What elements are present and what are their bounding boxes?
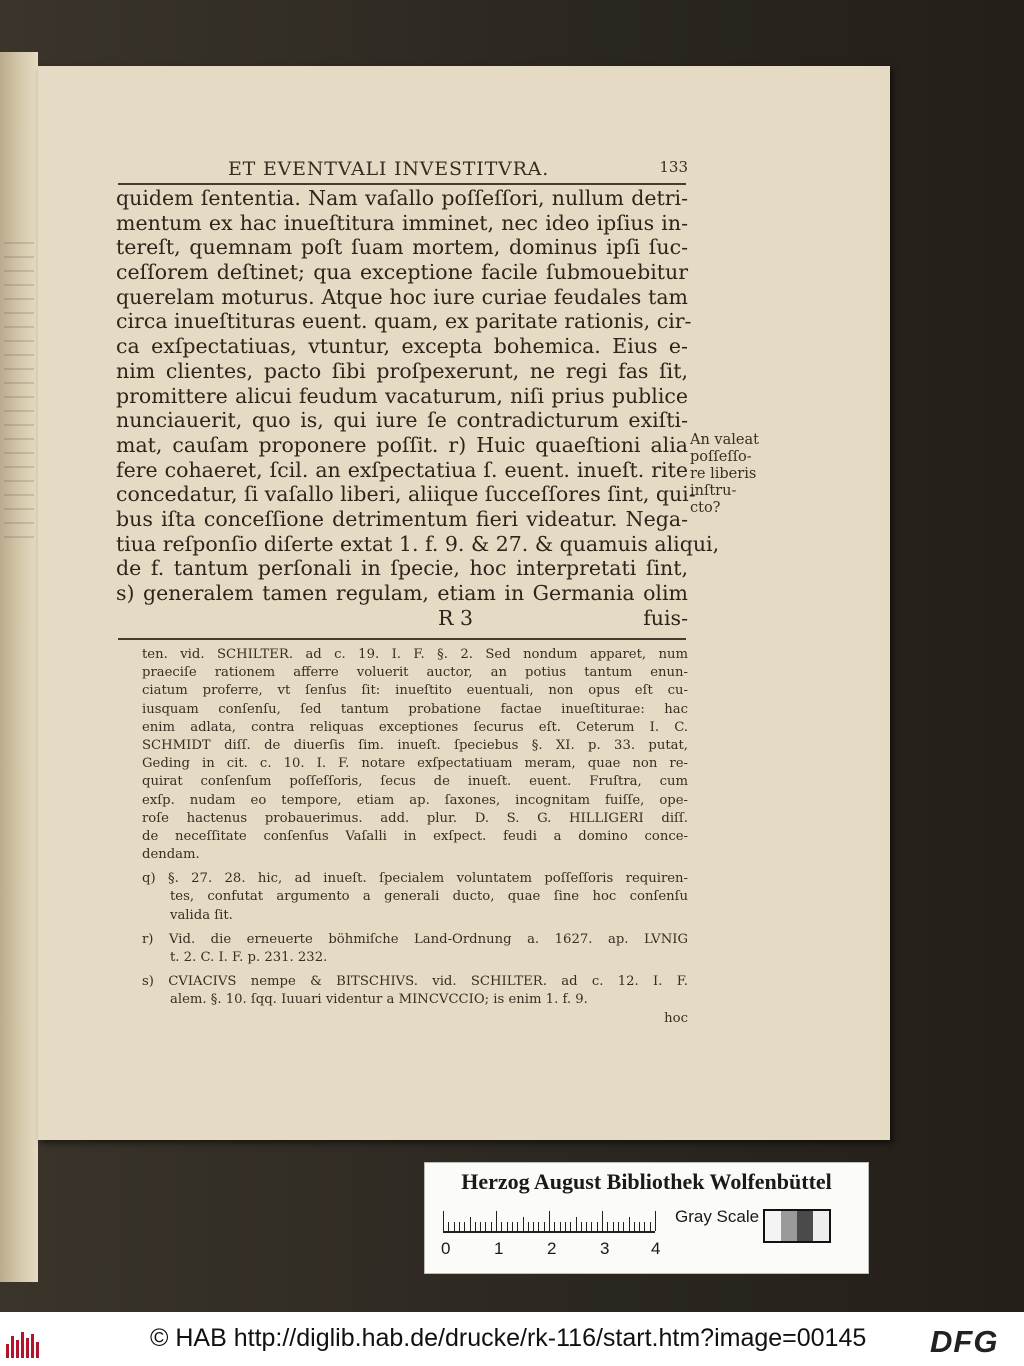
ruler-tick [507, 1222, 508, 1231]
running-title: ET EVENTVALI INVESTITVRA. [228, 158, 550, 180]
ruler-tick [528, 1222, 529, 1231]
ruler-tick [629, 1217, 630, 1231]
margin-note-line: inſtru- [690, 483, 737, 499]
text-line: mentum ex hac inueſtitura imminet, nec ideo ipſius in- [116, 210, 688, 235]
ruler-tick [533, 1222, 534, 1231]
color-reference-card [424, 1162, 869, 1274]
ruler-tick [576, 1217, 577, 1231]
footer-bar [0, 1312, 1024, 1366]
ruler-tick [448, 1222, 449, 1231]
head-rule [118, 183, 686, 185]
text-line: tereſt, quemnam poſt ſuam mortem, dominus ipſi ſuc- [116, 235, 688, 260]
ruler-tick [538, 1222, 539, 1231]
footnote-line: ten. vid. SCHILTER. ad c. 19. I. F. §. 2. Sed nondum apparet, num [142, 647, 688, 662]
footnote-line: dendam. [142, 847, 200, 863]
footnote-line: hoc [664, 1010, 688, 1026]
ruler-tick [613, 1222, 614, 1231]
ruler-tick [443, 1211, 444, 1231]
scale-ruler [443, 1209, 655, 1233]
catch-line [116, 606, 688, 630]
text-line: quidem ſententia. Nam vaſallo poſſeſſori, nullum detri- [116, 186, 688, 210]
text-line: ceſſorem deſtinet; qua exceptione facile ſubmouebitur [116, 260, 688, 285]
ruler-tick [485, 1222, 486, 1231]
gray-swatch [797, 1211, 813, 1241]
footnote-line: valida ſit. [170, 907, 233, 923]
ruler-tick [549, 1211, 550, 1231]
gray-swatch [813, 1211, 829, 1241]
ruler-tick [650, 1222, 651, 1231]
text-line: mat, cauſam proponere poſſit. r) Huic quaeſtioni alia [116, 432, 688, 457]
footnote-line: tes, confutat argumento a generali ducto, quae ſine hoc conſenſu [170, 889, 688, 905]
signature-mark: R 3 [438, 606, 473, 630]
footnote-line: de neceſſitate conſenſus Vaſalli in exſpect. feudi a domino conce- [142, 828, 688, 844]
scale-label-1: 1 [494, 1239, 504, 1258]
text-line: de f. tantum perſonali in ſpecie, hoc interpretati ſint, [116, 556, 688, 581]
facing-page-edge [0, 52, 38, 1282]
ruler-tick [607, 1222, 608, 1231]
ruler-tick [565, 1222, 566, 1231]
footnotes [142, 646, 688, 1028]
scale-label-4: 4 [651, 1239, 661, 1258]
ruler-tick [655, 1211, 656, 1231]
text-line: querelam moturus. Atque hoc iure curiae feudales tam [116, 284, 688, 309]
ruler-tick [581, 1222, 582, 1231]
ruler-tick [634, 1222, 635, 1231]
ruler-baseline [443, 1231, 655, 1233]
ruler-tick [597, 1222, 598, 1231]
footnote-line: praeciſe rationem afferre voluerit auctor, an potius tantum enun- [142, 665, 688, 681]
footnote-line: s) CVIACIVS nempe & BITSCHIVS. vid. SCHILTER. ad c. 12. I. F. [142, 974, 688, 990]
ruler-tick [470, 1217, 471, 1231]
ruler-tick [491, 1222, 492, 1231]
margin-note [690, 432, 772, 517]
margin-note-line: An valeat [690, 432, 759, 448]
ruler-tick [560, 1222, 561, 1231]
footnote-line: Geding in cit. c. 10. I. F. notare exſpectatiuam meram, quae non re- [142, 756, 688, 772]
margin-note-line: cto? [690, 500, 721, 516]
footnote-line: t. 2. C. I. F. p. 231. 232. [170, 950, 328, 965]
catchword: fuis- [643, 606, 688, 630]
ruler-tick [639, 1222, 640, 1231]
footnote-rule [118, 638, 686, 640]
ruler-tick [517, 1222, 518, 1231]
ruler-tick [602, 1211, 603, 1231]
footer-source-link[interactable]: © HAB http://diglib.hab.de/drucke/rk-116/start.htm?image=00145 [150, 1324, 867, 1352]
ruler-tick [523, 1217, 524, 1231]
ruler-tick [570, 1222, 571, 1231]
gray-swatch [765, 1211, 781, 1241]
text-line: fere cohaeret, ſcil. an exſpectatiua ſ. euent. inueſt. rite [116, 457, 688, 482]
footnote-line: quirat conſenſum poſſeſſoris, ſecus de inueſt. euent. Fruſtra, cum [142, 774, 688, 790]
scale-label-0: 0 [441, 1239, 451, 1258]
footnote-line: SCHMIDT diſſ. de diuerſis ſim. inueſt. ſpeciebus §. XI. p. 33. putat, [142, 737, 688, 753]
text-line: concedatur, ſi vaſallo liberi, aliique ſucceſſores ſint, qui- [116, 482, 696, 507]
gray-swatches [763, 1209, 831, 1243]
ruler-tick [459, 1222, 460, 1231]
text-line: nunciauerit, quo is, qui iure ſe contradicturum exiſti- [116, 408, 688, 433]
footnote-line: q) §. 27. 28. hic, ad inueſt. ſpecialem voluntatem poſſeſſoris requiren- [142, 871, 688, 887]
margin-note-line: re liberis [690, 466, 757, 482]
scale-label-2: 2 [547, 1239, 557, 1258]
ruler-tick [496, 1211, 497, 1231]
footnote-line: iusquam conſenſu, ſed tantum probatione factae inueſtiturae: hac [142, 701, 688, 717]
ruler-tick [554, 1222, 555, 1231]
ruler-tick [464, 1222, 465, 1231]
footnote-line: alem. §. 10. ſqq. Iuuari videntur a MINCVCCIO; is enim 1. f. 9. [170, 992, 588, 1008]
text-line: circa inueſtituras euent. quam, ex paritate rationis, cir- [116, 309, 692, 334]
text-line: promittere alicui feudum vacaturum, niſi prius publice [116, 383, 688, 408]
text-line: tiua reſponſio diſerte extat 1. f. 9. & 27. & quamuis aliqui, [116, 531, 720, 556]
margin-note-line: poſſeſſo- [690, 449, 752, 465]
ruler-tick [586, 1222, 587, 1231]
footnote-line: roſe hactenus probauerimus. add. plur. D. S. G. HILLIGERI diſſ. [142, 810, 688, 826]
ruler-tick [512, 1222, 513, 1231]
text-line: ca exſpectatiuas, vtuntur, excepta bohemica. Eius e- [116, 334, 688, 359]
text-line: nim clientes, pacto ſibi proſpexerunt, ne regi fas ſit, [116, 358, 688, 383]
ruler-tick [623, 1222, 624, 1231]
ruler-tick [501, 1222, 502, 1231]
running-head [228, 158, 688, 184]
gray-scale-label: Gray Scale [675, 1207, 760, 1226]
ruler-tick [475, 1222, 476, 1231]
ruler-tick [618, 1222, 619, 1231]
scale-label-3: 3 [600, 1239, 610, 1258]
dfg-logo: DFG [930, 1324, 999, 1359]
ruler-tick [591, 1222, 592, 1231]
footnote-line: exſp. nudam eo tempore, etiam ap. ſaxones, incognitam fuiſſe, ope- [142, 792, 688, 808]
text-line: bus iſta conceſſione detrimentum fieri videatur. Nega- [116, 506, 688, 531]
ruler-tick [480, 1222, 481, 1231]
gray-swatch [781, 1211, 797, 1241]
ruler-tick [644, 1222, 645, 1231]
ruler-tick [544, 1222, 545, 1231]
ruler-tick [454, 1222, 455, 1231]
footnote-line: r) Vid. die erneuerte böhmiſche Land-Ordnung a. 1627. ap. LVNIG [142, 931, 688, 947]
page-number: 133 [659, 158, 688, 176]
footnote-line: ciatum proferre, vt ſenſus ſit: inueſtito euentuali, non opus eſt cu- [142, 683, 688, 699]
card-title: Herzog August Bibliothek Wolfenbüttel [461, 1169, 832, 1194]
facing-page-text [4, 242, 34, 542]
hab-logo-icon [6, 1330, 40, 1358]
footnote-line: enim adlata, contra reliquas exceptiones ſecurus eſt. Ceterum I. C. [142, 719, 688, 735]
text-line: s) generalem tamen regulam, etiam in Germania olim [116, 581, 688, 605]
